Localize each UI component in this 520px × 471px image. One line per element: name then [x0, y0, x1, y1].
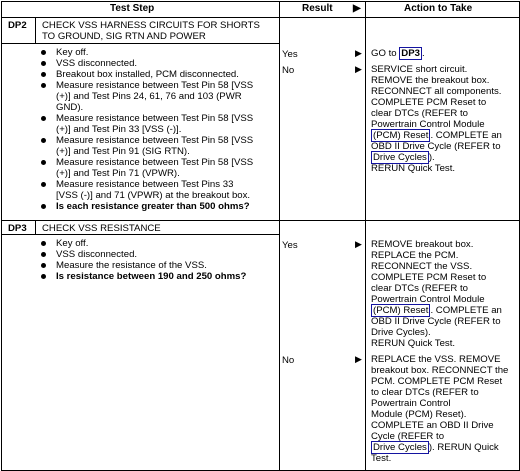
link-pcm-reset[interactable]: (PCM) Reset: [373, 305, 429, 316]
arrow-icon: ▶: [355, 239, 362, 249]
title-divider: [2, 234, 279, 235]
step-id-dp2: DP2: [8, 20, 27, 31]
link-drive-cycles[interactable]: Drive Cycles: [373, 152, 427, 163]
question-item: Is each resistance greater than 500 ohms?: [38, 201, 278, 212]
table-header: [2, 2, 519, 18]
arrow-icon: ▶: [355, 48, 362, 58]
action-dp2-no: SERVICE short circuit. REMOVE the breakout box. RECONNECT all components. COMPLETE PCM Reset to clear DTCs (REFER to Powertrain Control Module (PCM) Reset . COMPLETE an OBD II Drive Cycle (REFER to Drive Cycles ). RERUN Quick Test.: [371, 64, 502, 174]
action-dp3-yes: REMOVE breakout box. REPLACE the PCM. RECONNECT the VSS. COMPLETE PCM Reset to clear DTCs (REFER to Powertrain Control Module (PCM) Reset . COMPLETE an OBD II Drive Cycle (REFER to Drive Cycles). RERUN Quick Test.: [371, 239, 502, 349]
link-dp3[interactable]: DP3: [401, 48, 420, 59]
step-title-dp3: CHECK VSS RESISTANCE: [42, 223, 161, 234]
diagnostic-table: [1, 1, 520, 471]
step-id-dp3: DP3: [8, 223, 27, 234]
list-item: Measure resistance between Test Pin 58 [VSS (+)] and Test Pin 71 (VPWR).: [38, 157, 278, 179]
header-test-step: Test Step: [110, 3, 155, 14]
list-item: Measure the resistance of the VSS.: [38, 260, 278, 271]
list-item: Measure resistance between Test Pin 58 [VSS (+)] and Test Pins 24, 61, 76 and 103 (PWR GND).: [38, 80, 278, 113]
title-divider: [2, 43, 279, 44]
action-dp2-yes: GO to DP3 .: [371, 48, 425, 59]
arrow-icon: ▶: [355, 354, 362, 364]
list-item: Measure resistance between Test Pins 33 [VSS (-)] and 71 (VPWR) at the breakout box.: [38, 179, 278, 201]
result-no: No: [282, 355, 295, 366]
id-divider: [35, 221, 36, 235]
column-divider: [279, 2, 280, 470]
header-action: Action to Take: [404, 3, 473, 14]
header-result: Result: [302, 3, 333, 14]
step-title-dp2: CHECK VSS HARNESS CIRCUITS FOR SHORTS TO GROUND, SIG RTN AND POWER: [42, 20, 260, 42]
question-item: Is resistance between 190 and 250 ohms?: [38, 271, 278, 282]
column-divider: [365, 2, 366, 470]
result-no: No: [282, 65, 295, 76]
id-divider: [35, 17, 36, 43]
list-item: VSS disconnected.: [38, 58, 278, 69]
list-item: VSS disconnected.: [38, 249, 278, 260]
dp3-steps: [38, 238, 278, 282]
dp2-steps: [38, 47, 278, 212]
link-drive-cycles[interactable]: Drive Cycles: [373, 442, 427, 453]
link-pcm-reset[interactable]: (PCM) Reset: [373, 130, 429, 141]
list-item: Key off.: [38, 238, 278, 249]
result-yes: Yes: [282, 49, 298, 60]
list-item: Breakout box installed, PCM disconnected.: [38, 69, 278, 80]
row-divider: [2, 220, 519, 221]
list-item: Key off.: [38, 47, 278, 58]
action-dp3-no: REPLACE the VSS. REMOVE breakout box. RECONNECT the PCM. COMPLETE PCM Reset to clear DTCs (REFER to Powertrain Control Module (PCM) Reset). COMPLETE an OBD II Drive Cycle (REFER to Drive Cycles ). RERUN Quick Test.: [371, 354, 509, 464]
arrow-icon: ▶: [355, 64, 362, 74]
result-yes: Yes: [282, 240, 298, 251]
header-arrow-icon: ▶: [353, 3, 361, 14]
list-item: Measure resistance between Test Pin 58 [VSS (+)] and Test Pin 33 [VSS (-)].: [38, 113, 278, 135]
list-item: Measure resistance between Test Pin 58 [VSS (+)] and Test Pin 91 (SIG RTN).: [38, 135, 278, 157]
